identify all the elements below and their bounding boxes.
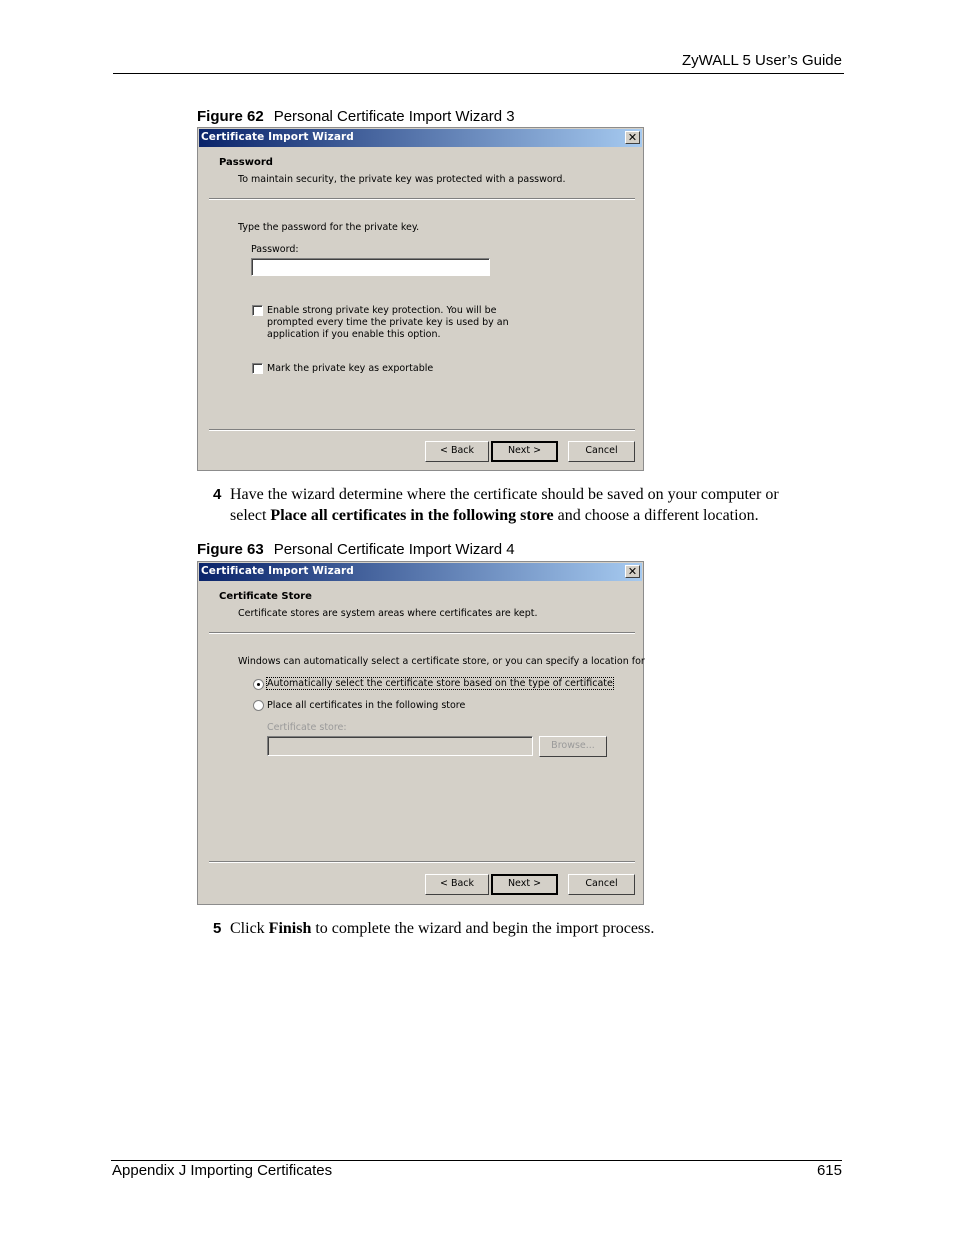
browse-button[interactable]: Browse... [539,736,607,757]
strong-protection-checkbox[interactable] [252,305,263,316]
auto-select-radio[interactable] [253,679,264,690]
figure-62-caption [197,108,515,125]
dialog-title: Certificate Import Wizard [201,565,354,577]
password-prompt: Type the password for the private key. [238,222,420,233]
figure-63-title: Personal Certificate Import Wizard 4 [273,541,515,558]
password-wizard-dialog [197,127,644,471]
step-5-number: 5 [213,920,222,937]
footer-separator [209,861,635,863]
step-5-bold: Finish [268,920,312,937]
close-icon[interactable]: ✕ [625,565,640,578]
figure-62-title: Personal Certificate Import Wizard 3 [273,108,515,125]
step-5-text: Click [230,920,269,937]
back-button[interactable]: < Back [425,441,489,462]
store-field[interactable] [267,736,533,756]
next-button[interactable]: Next > [491,874,558,895]
exportable-label: Mark the private key as exportable [267,363,434,374]
dialog-title: Certificate Import Wizard [201,131,354,143]
dialog-titlebar [199,129,642,147]
wizard-subheading: To maintain security, the private key was protected with a password. [238,174,566,185]
figure-63-label: Figure 63 [197,541,264,558]
certificate-store-wizard-dialog [197,561,644,905]
header-rule [113,73,844,74]
cancel-button[interactable]: Cancel [568,441,635,462]
step-4-number: 4 [213,486,222,503]
exportable-checkbox[interactable] [252,363,263,374]
password-label: Password: [251,244,299,255]
step-4 [213,484,830,526]
wizard-heading: Password [219,157,273,168]
wizard-heading: Certificate Store [219,591,312,602]
auto-select-label: Automatically select the certificate store based on the type of certificate [267,678,613,689]
store-prompt: Windows can automatically select a certificate store, or you can specify a location for [238,656,645,667]
step-5 [213,918,830,939]
cancel-button[interactable]: Cancel [568,874,635,895]
wizard-subheading: Certificate stores are system areas where certificates are kept. [238,608,538,619]
page-header: ZyWALL 5 User’s Guide [681,52,842,69]
step-4-line1: Have the wizard determine where the certificate should be saved on your computer or [230,486,779,503]
strong-protection-label-line1: Enable strong private key protection. You will be [267,305,497,316]
step-4-bold: Place all certificates in the following store [270,507,554,524]
step-5-text-end: to complete the wizard and begin the import process. [311,920,655,937]
page-footer-section: Appendix J Importing Certificates [112,1162,333,1179]
radio-selected-dot [257,683,260,686]
place-all-radio[interactable] [253,700,264,711]
header-separator [209,198,635,200]
footer-separator [209,429,635,431]
step-5-line [230,918,830,939]
figure-63-caption [197,541,515,558]
dialog-titlebar [199,563,642,581]
close-icon[interactable]: ✕ [625,131,640,144]
figure-62-label: Figure 62 [197,108,264,125]
footer-rule [111,1160,842,1161]
back-button[interactable]: < Back [425,874,489,895]
header-separator [209,632,635,634]
strong-protection-label-line2: prompted every time the private key is used by an [267,317,509,328]
password-field[interactable] [251,258,490,276]
strong-protection-label-line3: application if you enable this option. [267,329,441,340]
step-4-text: select [230,507,271,524]
store-label: Certificate store: [267,722,347,733]
step-4-text-end: and choose a different location. [553,507,759,524]
step-4-line2 [230,505,830,526]
page-number: 615 [816,1162,842,1179]
next-button[interactable]: Next > [491,441,558,462]
place-all-label: Place all certificates in the following store [267,700,466,711]
